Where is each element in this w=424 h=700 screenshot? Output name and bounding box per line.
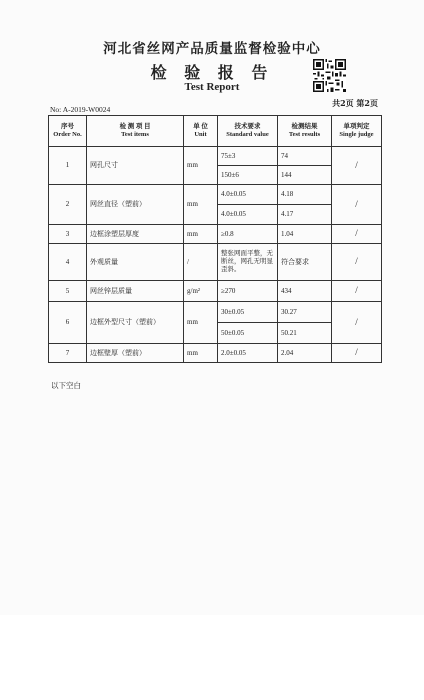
- qr-code-icon: [313, 59, 346, 92]
- standard-value-cell: ≥270: [218, 281, 278, 302]
- standard-value-cell: 50±0.05: [218, 323, 278, 344]
- test-result-cell: 1.04: [278, 225, 332, 244]
- test-result-cell: 434: [278, 281, 332, 302]
- order-no-cell: 1: [49, 147, 87, 185]
- test-item-cell: 网丝直径（塑前）: [87, 185, 184, 225]
- unit-cell: /: [184, 244, 218, 281]
- report-number: No: A-2019-W0024: [50, 105, 111, 114]
- standard-value-cell: 4.0±0.05: [218, 185, 278, 205]
- order-no-cell: 7: [49, 344, 87, 363]
- standard-value-cell: 2.0±0.05: [218, 344, 278, 363]
- test-result-cell: 4.17: [278, 205, 332, 225]
- order-no-cell: 5: [49, 281, 87, 302]
- table-row: [49, 185, 382, 205]
- table-row: [49, 302, 382, 323]
- header-standard-value: 技术要求 Standard value: [218, 116, 278, 147]
- test-results-table: [48, 115, 382, 363]
- single-judge-cell: /: [332, 244, 382, 281]
- unit-cell: mm: [184, 185, 218, 225]
- single-judge-cell: /: [332, 302, 382, 344]
- test-item-cell: 网丝锌层质量: [87, 281, 184, 302]
- header-test-items: 检 测 项 目 Test items: [87, 116, 184, 147]
- single-judge-cell: /: [332, 344, 382, 363]
- test-result-cell: 4.18: [278, 185, 332, 205]
- test-result-cell: 符合要求: [278, 244, 332, 281]
- order-no-cell: 3: [49, 225, 87, 244]
- single-judge-cell: /: [332, 225, 382, 244]
- unit-cell: mm: [184, 344, 218, 363]
- standard-value-cell: 75±3: [218, 147, 278, 166]
- standard-value-cell: 30±0.05: [218, 302, 278, 323]
- test-item-cell: 边框壁厚（塑前）: [87, 344, 184, 363]
- table-row: [49, 244, 382, 281]
- test-result-cell: 30.27: [278, 302, 332, 323]
- table-row: [49, 281, 382, 302]
- test-item-cell: 网孔尺寸: [87, 147, 184, 185]
- single-judge-cell: /: [332, 185, 382, 225]
- single-judge-cell: /: [332, 147, 382, 185]
- test-item-cell: 外观质量: [87, 244, 184, 281]
- unit-cell: mm: [184, 147, 218, 185]
- unit-cell: mm: [184, 302, 218, 344]
- standard-value-cell: 4.0±0.05: [218, 205, 278, 225]
- standard-value-cell: ≥0.8: [218, 225, 278, 244]
- report-title-en: Test Report: [184, 81, 240, 93]
- unit-cell: g/m²: [184, 281, 218, 302]
- order-no-cell: 6: [49, 302, 87, 344]
- table-row: [49, 147, 382, 166]
- test-item-cell: 边框外型尺寸（塑前）: [87, 302, 184, 344]
- order-no-cell: 4: [49, 244, 87, 281]
- end-note: 以下空白: [51, 381, 81, 390]
- single-judge-cell: /: [332, 281, 382, 302]
- test-result-cell: 2.04: [278, 344, 332, 363]
- organization-name: 河北省丝网产品质量监督检验中心: [103, 41, 321, 57]
- page-count: 共2页 第2页: [332, 98, 378, 108]
- standard-value-cell: 整张网面平整，无断丝，网孔无明显歪斜。: [218, 244, 278, 281]
- table-row: [49, 225, 382, 244]
- test-result-cell: 74: [278, 147, 332, 166]
- unit-cell: mm: [184, 225, 218, 244]
- order-no-cell: 2: [49, 185, 87, 225]
- header-order-no: 序号 Order No.: [49, 116, 87, 147]
- test-result-cell: 50.21: [278, 323, 332, 344]
- table-header-row: [49, 116, 382, 147]
- standard-value-cell: 150±6: [218, 166, 278, 185]
- header-single-judge: 单项判定 Single judge: [332, 116, 382, 147]
- test-result-cell: 144: [278, 166, 332, 185]
- report-title-cn: 检 验 报 告: [150, 63, 274, 82]
- test-item-cell: 边框涂塑层厚度: [87, 225, 184, 244]
- table-row: [49, 344, 382, 363]
- header-unit: 单 位 Unit: [184, 116, 218, 147]
- header-test-results: 检测结果 Test results: [278, 116, 332, 147]
